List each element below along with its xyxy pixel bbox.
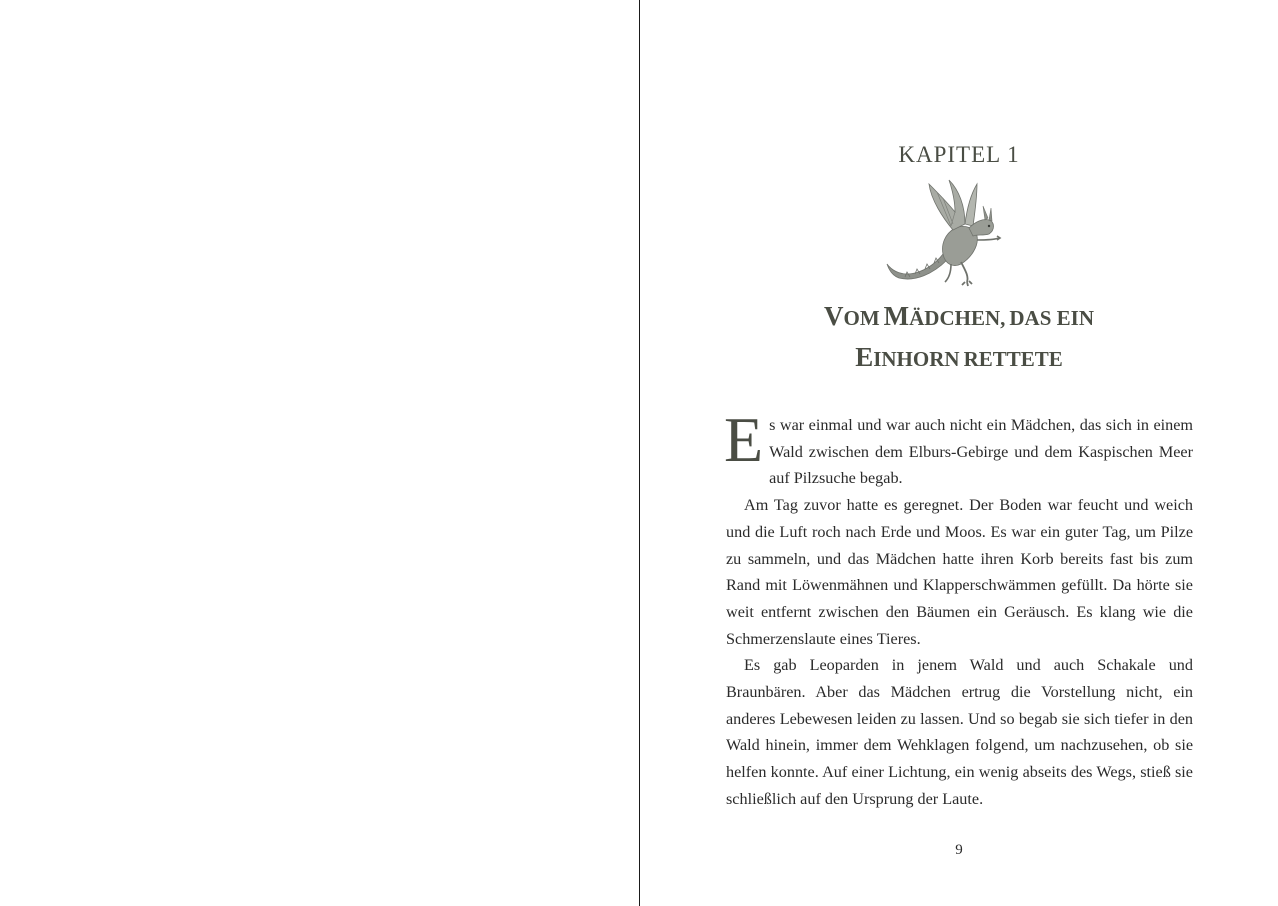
paragraph-3: Es gab Leoparden in jenem Wald und auch Schakale und Braunbären. Aber das Mädchen ertrug die Vorstellung nicht, ein anderes Lebewesen leiden zu lassen. Und so begab sie sich tiefer in den Wald hinein, immer dem Wehklagen folgend, um nachzusehen, ob sie helfen konnte. Auf einer Lichtung, ein wenig abseits des Wegs, stieß sie schließlich auf den Ursprung der Laute. (726, 656, 1193, 808)
chapter-title-line-2: EINHORN RETTETE (855, 342, 1063, 372)
right-page (640, 0, 1278, 906)
page-number: 9 (955, 842, 963, 858)
drop-cap: E (724, 404, 764, 475)
dragon-icon (885, 178, 1005, 296)
chapter-label: KAPITEL 1 (898, 142, 1020, 167)
chapter-body (724, 404, 1193, 813)
paragraph-2: Am Tag zuvor hatte es geregnet. Der Boden war feucht und weich und die Luft roch nach Erde und Moos. Es war ein guter Tag, um Pilze zu sammeln, und das Mädchen hatte ihren Korb bereits fast bis zum Rand mit Löwenmähnen und Klapperschwämmen gefüllt. Da hörte sie weit entfernt zwischen den Bäumen ein Geräusch. Es klang wie die Schmerzenslaute eines Tieres. (726, 496, 1193, 648)
chapter-title-line-1: VOM MÄDCHEN, DAS EIN (823, 301, 1094, 331)
chapter-title (640, 298, 1278, 380)
paragraph-1: Es war einmal und war auch nicht ein Mädchen, das sich in einem Wald zwischen dem Elburs-Gebirge und dem Kaspischen Meer auf Pilzsuche begab. (724, 404, 1193, 488)
